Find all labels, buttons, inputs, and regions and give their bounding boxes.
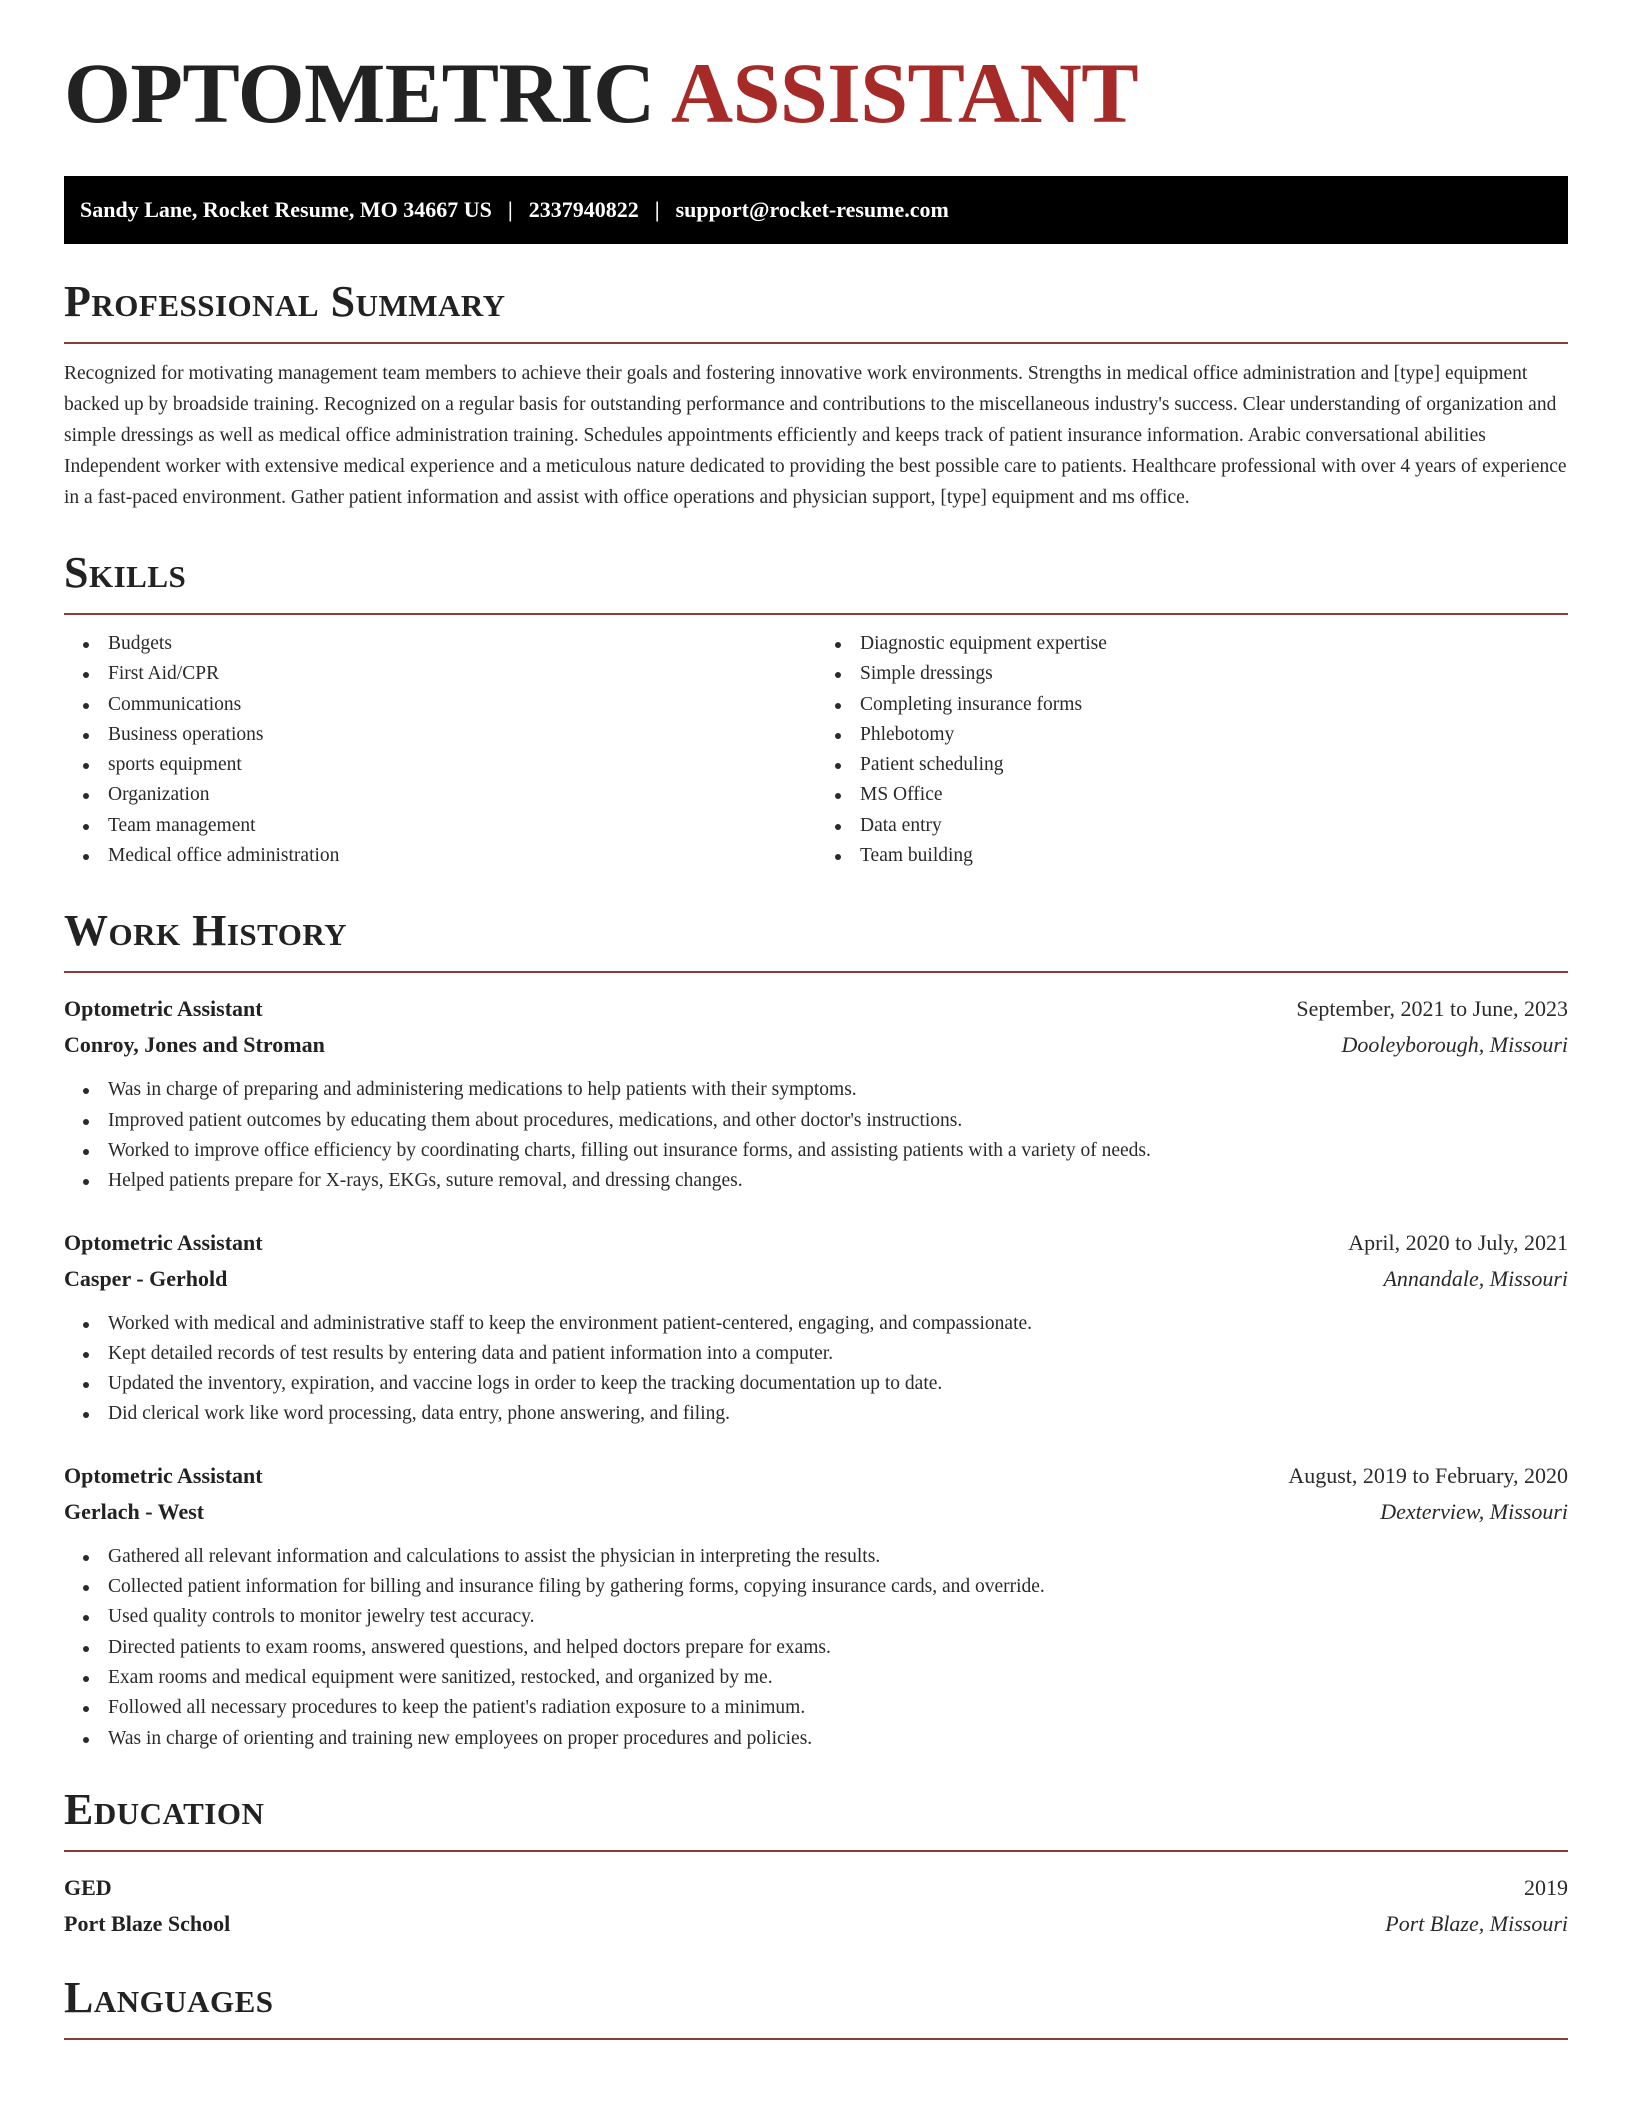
skills-heading: Skills [64,548,187,597]
summary-section [64,244,1568,513]
job-header-row [64,991,1568,1027]
contact-separator: | [507,197,513,222]
job-title: Optometric Assistant [64,996,263,1022]
job-location: Annandale, Missouri [1383,1265,1568,1291]
contact-address: Sandy Lane, Rocket Resume, MO 34667 US [80,197,492,222]
education-header-row [64,1870,1568,1906]
duty-item: Used quality controls to monitor jewelry test accuracy. [108,1602,1568,1632]
duty-item: Was in charge of preparing and administering medications to help patients with their symptoms. [108,1075,1568,1105]
education-section [64,1754,1568,1942]
resume-title [64,0,1568,176]
skill-item: First Aid/CPR [108,659,816,689]
duty-item: Kept detailed records of test results by entering data and patient information into a computer. [108,1339,1568,1369]
section-divider [64,1850,1568,1852]
job-duties [64,1075,1568,1196]
job-company-row [64,1494,1568,1530]
education-entry [64,1870,1568,1942]
duty-item: Improved patient outcomes by educating them about procedures, medications, and other doctor's instructions. [108,1106,1568,1136]
job-header-row [64,1458,1568,1494]
duty-item: Collected patient information for billing and insurance filing by gathering forms, copying insurance cards, and override. [108,1572,1568,1602]
skill-item: Completing insurance forms [860,690,1568,720]
education-school-row [64,1906,1568,1942]
contact-separator: | [654,197,660,222]
skill-item: Medical office administration [108,841,816,871]
job-company-row [64,1027,1568,1063]
summary-text: Recognized for motivating management team members to achieve their goals and fostering innovative work environments. Strengths in medical office administration and [type] equipment backed up by broadside training. Recognized on a regular basis for outstanding performance and contributions to the miscellaneous industry's success. Clear understanding of organization and simple dressings as well as medical office administration training. Schedules appointments efficiently and keeps track of patient insurance information. Arabic conversational abilities Independent worker with extensive medical experience and a meticulous nature dedicated to providing the best possible care to patients. Healthcare professional with over 4 years of experience in a fast-paced environment. Gather patient information and assist with office operations and physician support, [type] equipment and ms office. [64,363,1567,508]
job-title: Optometric Assistant [64,1229,263,1255]
job-company: Conroy, Jones and Stroman [64,1032,325,1058]
skills-section [64,513,1568,871]
contact-email[interactable]: support@rocket-resume.com [675,197,949,222]
skill-item: Simple dressings [860,659,1568,689]
skill-item: Communications [108,690,816,720]
duty-item: Followed all necessary procedures to keep the patient's radiation exposure to a minimum. [108,1693,1568,1723]
job-title: Optometric Assistant [64,1462,263,1488]
skill-item: Business operations [108,720,816,750]
skill-item: Patient scheduling [860,750,1568,780]
job-entry [64,991,1568,1196]
job-entry [64,1458,1568,1754]
job-duties [64,1542,1568,1754]
job-company: Casper - Gerhold [64,1265,228,1291]
section-divider [64,613,1568,615]
job-duties [64,1309,1568,1430]
education-degree: GED [64,1874,112,1900]
skill-item: MS Office [860,780,1568,810]
duty-item: Helped patients prepare for X-rays, EKGs, suture removal, and dressing changes. [108,1166,1568,1196]
section-divider [64,342,1568,344]
skill-item: Data entry [860,811,1568,841]
job-company-row [64,1261,1568,1297]
skill-item: Team management [108,811,816,841]
job-location: Dooleyborough, Missouri [1341,1032,1568,1058]
duty-item: Worked to improve office efficiency by coordinating charts, filling out insurance forms, and assisting patients with a variety of needs. [108,1136,1568,1166]
section-divider [64,2038,1568,2040]
job-company: Gerlach - West [64,1498,205,1524]
duty-item: Updated the inventory, expiration, and vaccine logs in order to keep the tracking documentation up to date. [108,1369,1568,1399]
skill-item: Diagnostic equipment expertise [860,629,1568,659]
job-location: Dexterview, Missouri [1380,1498,1568,1524]
skill-item: Organization [108,780,816,810]
work-history-section [64,871,1568,1753]
languages-section [64,1942,1568,2040]
contact-phone[interactable]: 2337940822 [528,197,639,222]
duty-item: Was in charge of orienting and training new employees on proper procedures and policies. [108,1724,1568,1754]
skills-column-left [64,629,816,871]
job-dates: August, 2019 to February, 2020 [1288,1462,1568,1488]
education-year: 2019 [1524,1874,1568,1900]
duty-item: Exam rooms and medical equipment were sanitized, restocked, and organized by me. [108,1663,1568,1693]
duty-item: Gathered all relevant information and calculations to assist the physician in interpreting the results. [108,1542,1568,1572]
job-dates: April, 2020 to July, 2021 [1348,1229,1568,1255]
skills-list [64,629,1568,871]
job-entry [64,1225,1568,1430]
skill-item: sports equipment [108,750,816,780]
duty-item: Did clerical work like word processing, data entry, phone answering, and filing. [108,1399,1568,1429]
duty-item: Worked with medical and administrative staff to keep the environment patient-centered, engaging, and compassionate. [108,1309,1568,1339]
contact-bar [64,176,1568,244]
languages-heading: Languages [64,1972,274,2022]
work-history-heading: Work History [64,906,348,956]
skill-item: Team building [860,841,1568,871]
job-header-row [64,1225,1568,1261]
education-location: Port Blaze, Missouri [1385,1910,1568,1936]
duty-item: Directed patients to exam rooms, answered questions, and helped doctors prepare for exams. [108,1633,1568,1663]
skills-column-right [816,629,1568,871]
section-divider [64,971,1568,973]
skill-item: Budgets [108,629,816,659]
education-school: Port Blaze School [64,1910,231,1936]
title-second-word: ASSISTANT [670,45,1139,141]
education-heading: Education [64,1784,265,1834]
job-dates: September, 2021 to June, 2023 [1296,996,1568,1022]
skill-item: Phlebotomy [860,720,1568,750]
summary-heading: Professional Summary [64,277,506,326]
title-first-word: OPTOMETRIC [64,45,655,141]
